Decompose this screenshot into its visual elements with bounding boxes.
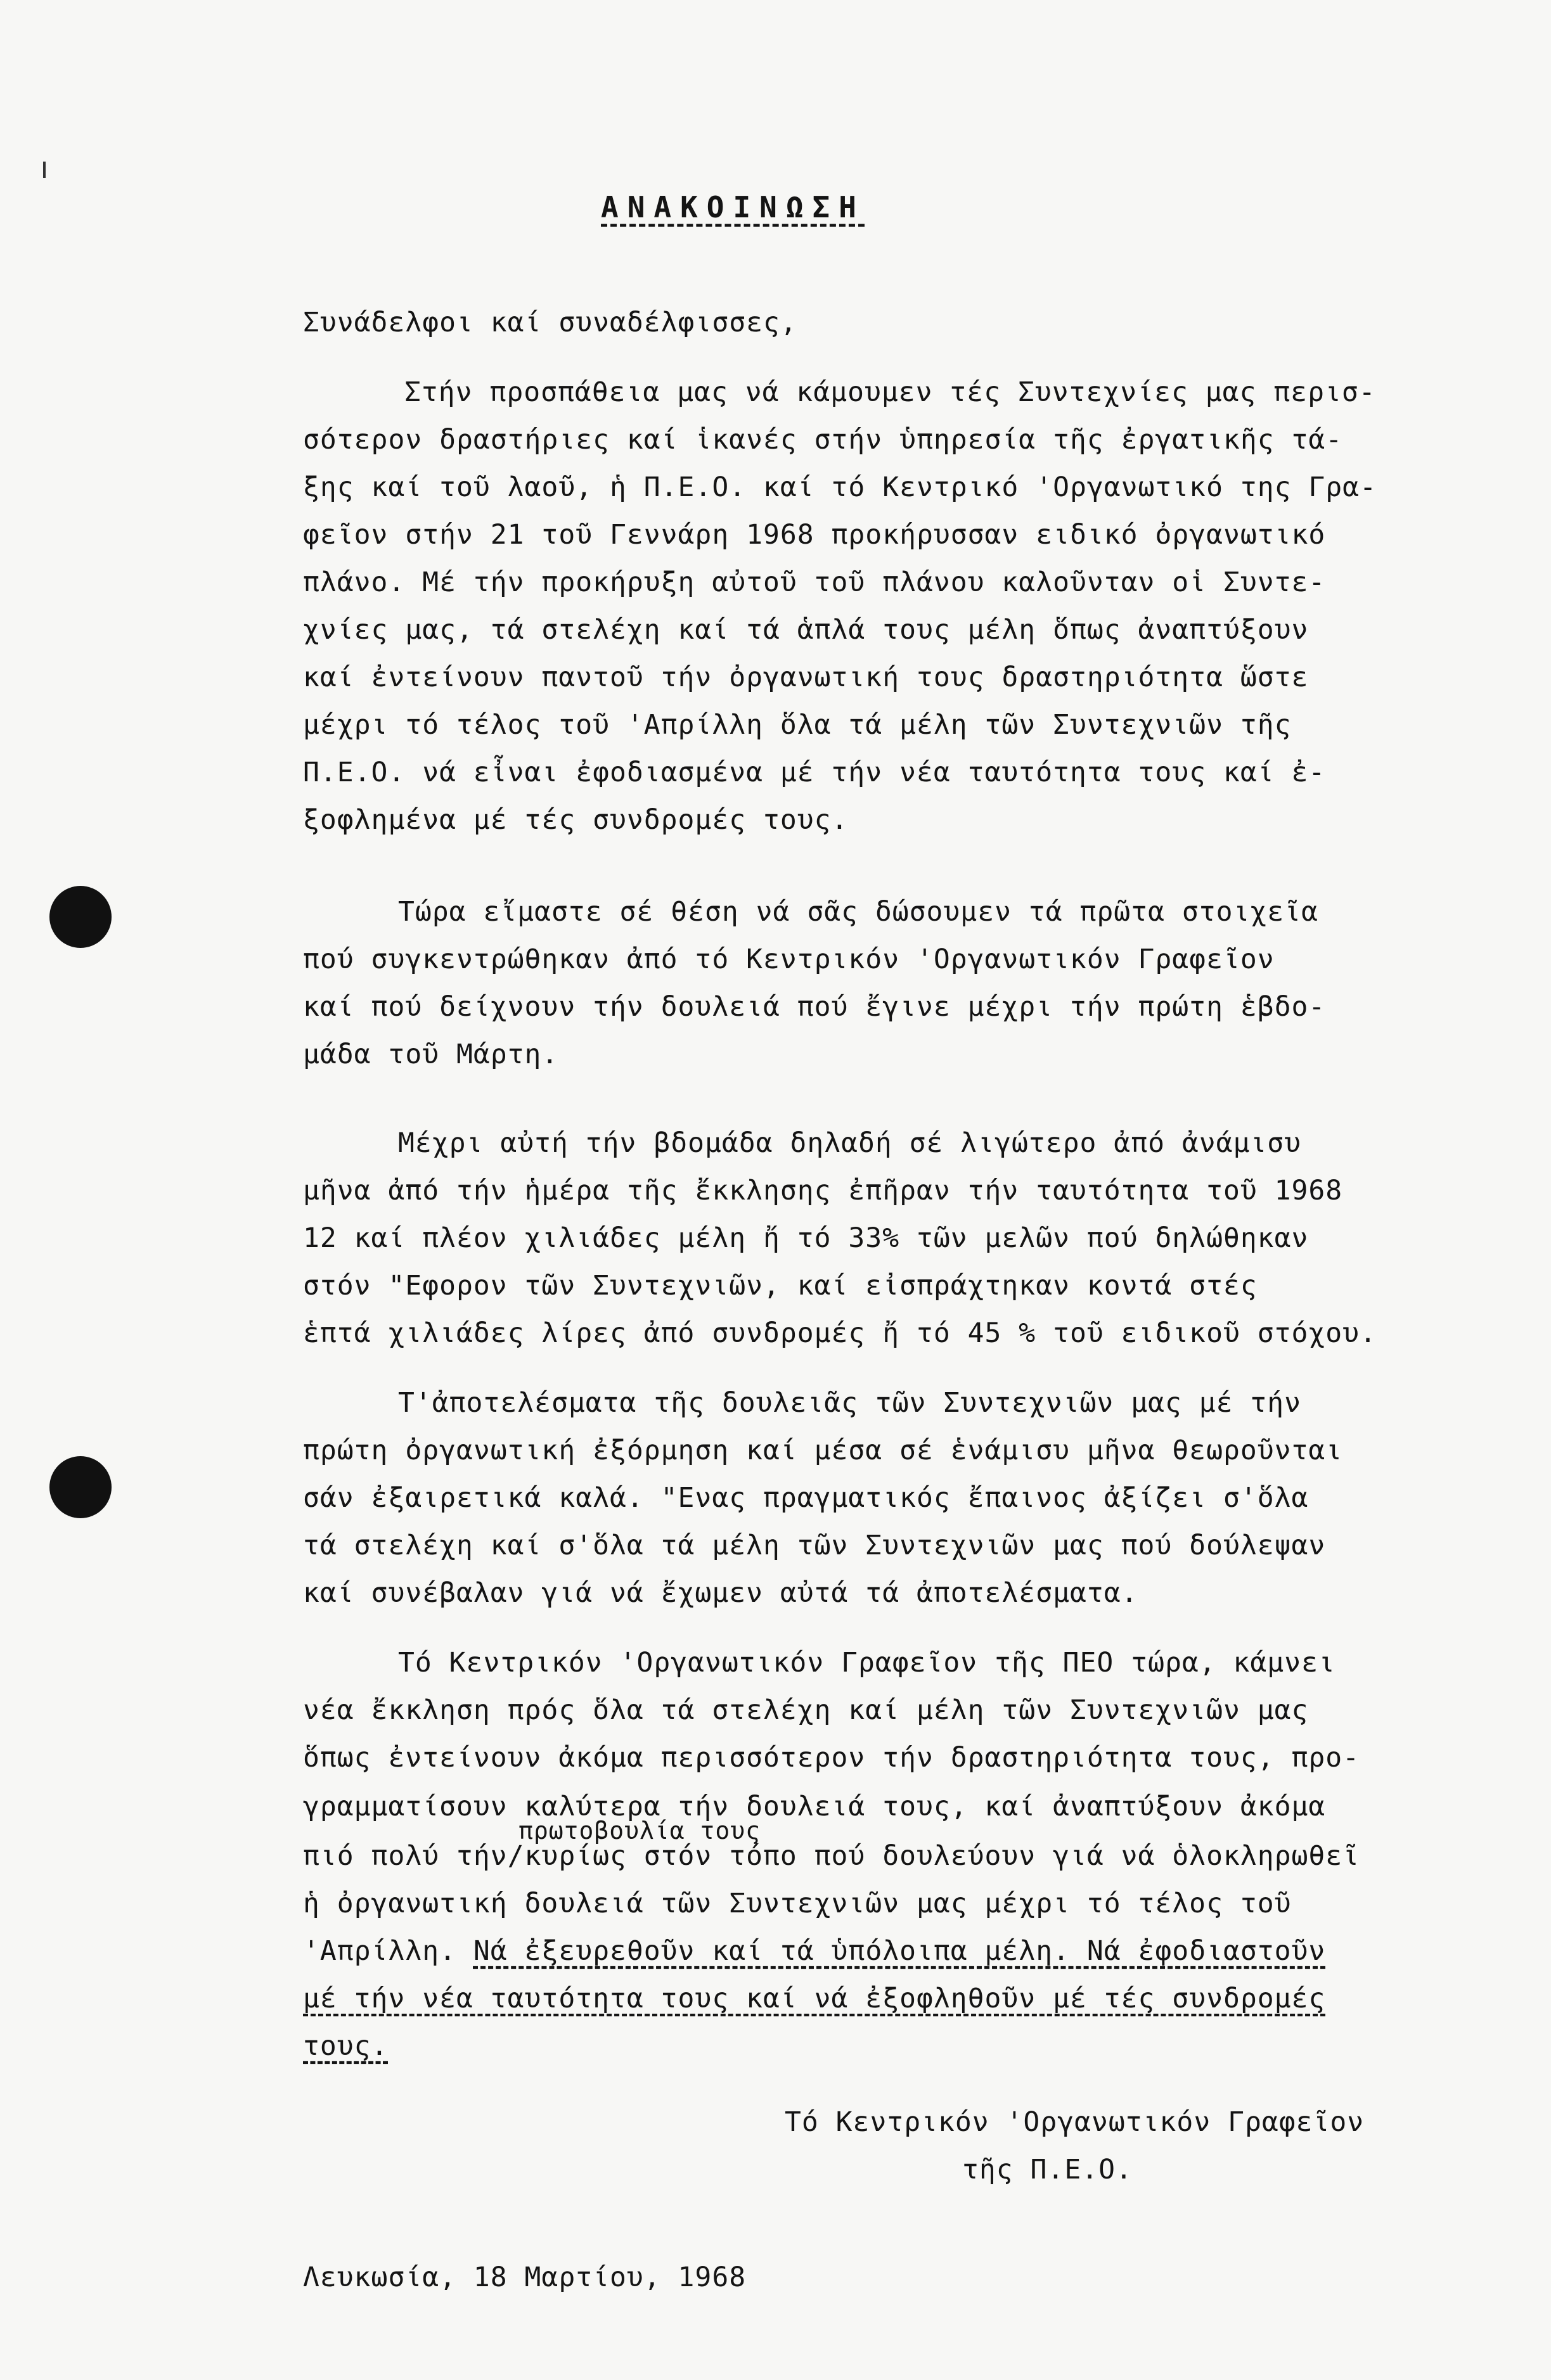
paragraph-2-line: μάδα τοῦ Μάρτη. (303, 1039, 559, 1070)
handwritten-insertion: πρωτοβουλία τους (518, 1817, 761, 1845)
paragraph-4-line: τά στελέχη καί σ'ὅλα τά μέλη τῶν Συντεχνιῶν μας πού δούλεψαν (303, 1530, 1326, 1561)
paragraph-3-line: 12 καί πλέον χιλιάδες μέλη ἤ τό 33% τῶν μελῶν πού δηλώθηκαν (303, 1222, 1309, 1254)
paragraph-5-line: πιό πολύ τήν/κυρίως στόν τόπο πού δουλεύουν γιά νά ὁλοκληρωθεῖ (303, 1840, 1360, 1872)
paragraph-4-line: σάν ἐξαιρετικά καλά. "Ενας πραγματικός ἔπαινος ἀξίζει σ'ὅλα (303, 1482, 1309, 1514)
margin-mark (43, 162, 46, 178)
paragraph-4-line: Τ'ἀποτελέσματα τῆς δουλειᾶς τῶν Συντεχνιῶν μας μέ τήν (398, 1387, 1302, 1419)
paragraph-4-line: πρώτη ὀργανωτική ἐξόρμηση καί μέσα σέ ἑνάμισυ μῆνα θεωροῦνται (303, 1435, 1343, 1466)
paragraph-1-line: φεῖον στήν 21 τοῦ Γεννάρη 1968 προκήρυσσαν ειδικό ὀργανωτικό (303, 519, 1326, 551)
paragraph-1-line: μέχρι τό τέλος τοῦ 'Απρίλλη ὅλα τά μέλη τῶν Συντεχνιῶν τῆς (303, 709, 1292, 741)
paragraph-5-line: γραμματίσουν καλύτερα τήν δουλειά τους, καί ἀναπτύξουν ἀκόμα (303, 1791, 1326, 1822)
underlined-text: Νά ἐξευρεθοῦν καί τά ὑπόλοιπα μέλη. Νά ἐφοδιαστοῦν (473, 1935, 1326, 1967)
paragraph-2-line: καί πού δείχνουν τήν δουλειά πού ἔγινε μέχρι τήν πρώτη ἑβδο- (303, 991, 1326, 1023)
underlined-line: μέ τήν νέα ταυτότητα τους καί νά ἐξοφληθοῦν μέ τές συνδρομές (303, 1983, 1326, 2014)
paragraph-5-line: Τό Κεντρικόν 'Οργανωτικόν Γραφεῖον τῆς ΠΕΟ τώρα, κάμνει (398, 1647, 1335, 1679)
paragraph-1-line: σότερον δραστήριες καί ἱκανές στήν ὑπηρεσία τῆς ἐργατικῆς τά- (303, 424, 1343, 456)
paragraph-3-line: ἑπτά χιλιάδες λίρες ἀπό συνδρομές ἤ τό 45 % τοῦ ειδικοῦ στόχου. (303, 1317, 1377, 1349)
punch-hole (49, 886, 112, 948)
place-date: Λευκωσία, 18 Μαρτίου, 1968 (303, 2262, 747, 2293)
paragraph-5-line: ὅπως ἐντείνουν ἀκόμα περισσότερον τήν δραστηριότητα τους, προ- (303, 1742, 1360, 1774)
paragraph-3-line: στόν "Εφορον τῶν Συντεχνιῶν, καί εἰσπράχτηκαν κοντά στές (303, 1270, 1258, 1302)
paragraph-1-line: πλάνο. Μέ τήν προκήρυξη αὐτοῦ τοῦ πλάνου καλοῦνταν οἱ Συντε- (303, 566, 1326, 598)
document-title: ΑΝΑΚΟΙΝΩΣΗ (601, 190, 865, 224)
paragraph-2-line: πού συγκεντρώθηκαν ἀπό τό Κεντρικόν 'Οργανωτικόν Γραφεῖον (303, 944, 1275, 975)
paragraph-5-line: ἡ ὀργανωτική δουλειά τῶν Συντεχνιῶν μας μέχρι τό τέλος τοῦ (303, 1888, 1292, 1919)
paragraph-3-line: μῆνα ἀπό τήν ἡμέρα τῆς ἔκκλησης ἐπῆραν τήν ταυτότητα τοῦ 1968 (303, 1175, 1343, 1206)
paragraph-1-line: χνίες μας, τά στελέχη καί τά ἁπλά τους μέλη ὅπως ἀναπτύξουν (303, 614, 1309, 646)
greeting: Συνάδελφοι καί συναδέλφισσες, (303, 307, 797, 338)
paragraph-1-line: Π.Ε.Ο. νά εἶναι ἐφοδιασμένα μέ τήν νέα ταυτότητα τους καί ἐ- (303, 757, 1326, 788)
signature-line-2: τῆς Π.Ε.Ο. (962, 2154, 1133, 2185)
paragraph-5-line (303, 1935, 1326, 1967)
punch-hole (49, 1456, 112, 1518)
paragraph-1-line: ξοφλημένα μέ τές συνδρομές τους. (303, 804, 849, 836)
paragraph-1-line: Στήν προσπάθεια μας νά κάμουμεν τές Συντεχνίες μας περισ- (404, 376, 1376, 408)
paragraph-5-line: νέα ἔκκληση πρός ὅλα τά στελέχη καί μέλη τῶν Συντεχνιῶν μας (303, 1694, 1309, 1726)
underlined-line: τους. (303, 2030, 389, 2062)
paragraph-5-text: 'Απρίλλη. (303, 1935, 473, 1967)
paragraph-2-line: Τώρα εἴμαστε σέ θέση νά σᾶς δώσουμεν τά πρῶτα στοιχεῖα (398, 896, 1318, 928)
paragraph-1-line: καί ἐντείνουν παντοῦ τήν ὀργανωτική τους δραστηριότητα ὥστε (303, 662, 1309, 693)
paragraph-4-line: καί συνέβαλαν γιά νά ἔχωμεν αὐτά τά ἀποτελέσματα. (303, 1577, 1138, 1609)
paragraph-3-line: Μέχρι αὐτή τήν βδομάδα δηλαδή σέ λιγώτερο ἀπό ἀνάμισυ (398, 1127, 1302, 1159)
paragraph-1-line: ξης καί τοῦ λαοῦ, ἡ Π.Ε.Ο. καί τό Κεντρικό 'Οργανωτικό της Γρα- (303, 471, 1377, 503)
signature-line-1: Τό Κεντρικόν 'Οργανωτικόν Γραφεῖον (785, 2106, 1365, 2138)
